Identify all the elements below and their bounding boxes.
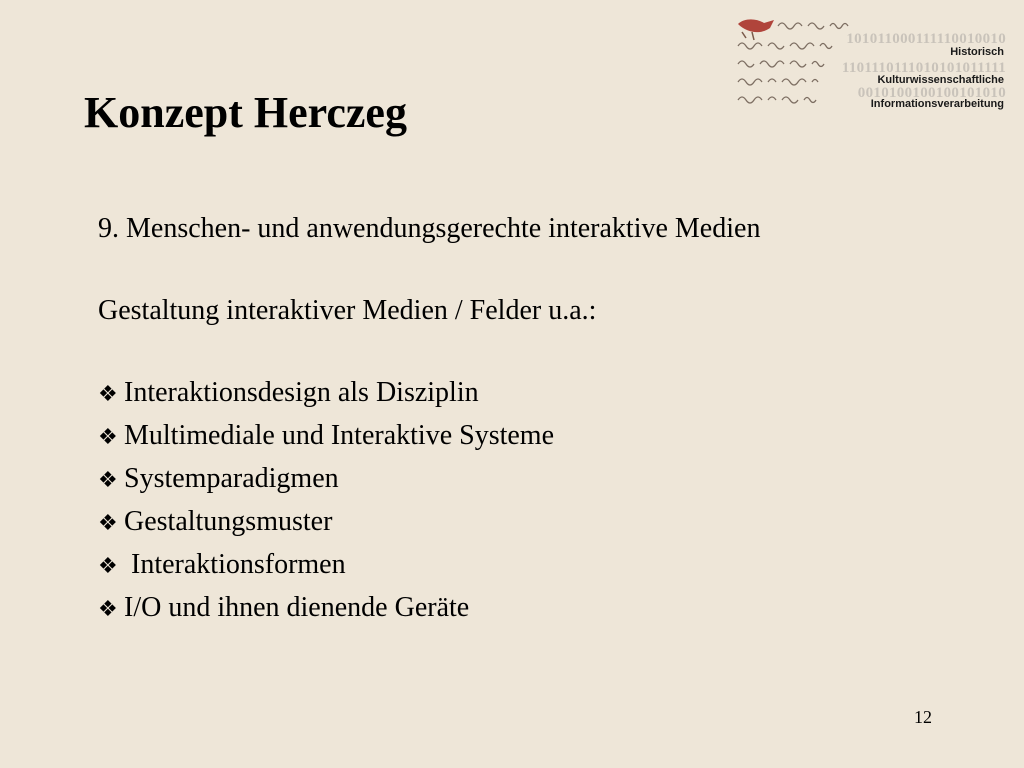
bullet-text: Systemparadigmen	[124, 463, 339, 494]
bullet-item	[98, 544, 958, 587]
bullet-list	[98, 372, 958, 630]
spacer	[98, 331, 958, 372]
diamond-bullet-icon: ❖	[98, 425, 118, 450]
logo-text-line: Historisch	[950, 46, 1004, 58]
logo-binary-line: 101011000111110010010	[846, 31, 1006, 47]
bullet-item	[98, 587, 958, 630]
bullet-text: Gestaltungsmuster	[124, 506, 333, 537]
bullet-item	[98, 372, 958, 415]
diamond-bullet-icon: ❖	[98, 554, 118, 579]
section-subheading: Gestaltung interaktiver Medien / Felder u.a.:	[98, 295, 597, 326]
slide-content	[98, 208, 958, 630]
logo-text-line: Informationsverarbeitung	[870, 98, 1004, 110]
bullet-item	[98, 458, 958, 501]
logo-text-line: Kulturwissenschaftliche	[877, 74, 1004, 86]
diamond-bullet-icon: ❖	[98, 382, 118, 407]
bullet-text: Interaktionsformen	[124, 549, 346, 580]
hki-logo	[734, 14, 1010, 114]
diamond-bullet-icon: ❖	[98, 511, 118, 536]
logo-binary-line: 1101110111010101011111	[841, 60, 1006, 76]
logo-binary-line: 0010100100100101010	[857, 85, 1006, 101]
bullet-text: I/O und ihnen dienende Geräte	[124, 592, 470, 623]
diamond-bullet-icon: ❖	[98, 468, 118, 493]
page-number: 12	[914, 707, 932, 727]
section-heading: 9. Menschen- und anwendungsgerechte interaktive Medien	[98, 213, 761, 244]
bullet-item	[98, 415, 958, 458]
slide-title: Konzept Herczeg	[84, 88, 407, 137]
diamond-bullet-icon: ❖	[98, 597, 118, 622]
spacer	[98, 249, 958, 290]
bullet-item	[98, 501, 958, 544]
bullet-text: Interaktionsdesign als Disziplin	[124, 377, 479, 408]
bullet-text: Multimediale und Interaktive Systeme	[124, 420, 555, 451]
